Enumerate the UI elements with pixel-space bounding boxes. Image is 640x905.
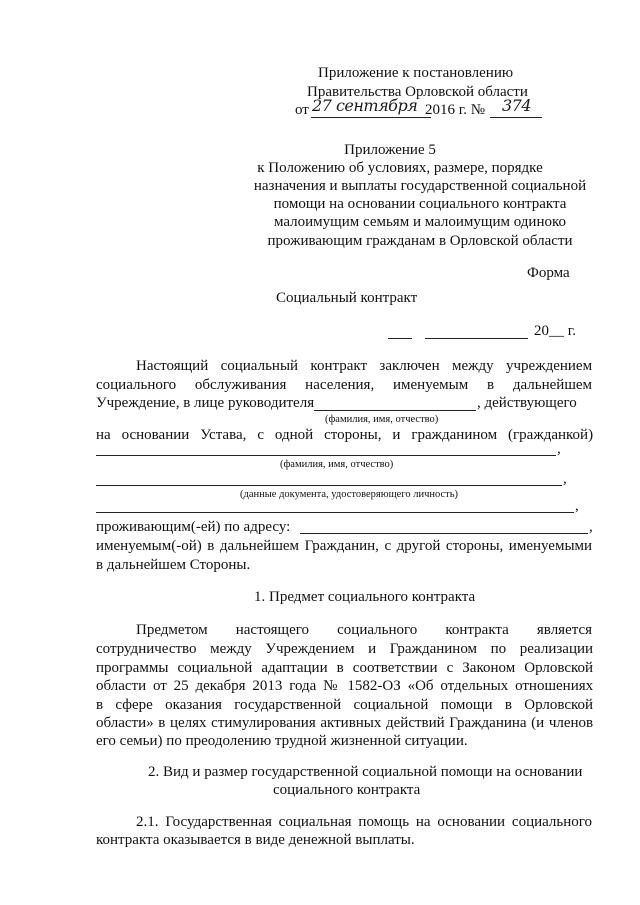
intro-line3-start: Учреждение, в лице руководителя bbox=[96, 395, 315, 411]
address-blank bbox=[300, 533, 588, 534]
appendix-line: к Положению об условиях, размере, порядке bbox=[257, 160, 543, 176]
appendix-line: назначения и выплаты государственной социальной bbox=[253, 178, 587, 194]
date-underline bbox=[311, 117, 431, 118]
document-title: Социальный контракт bbox=[276, 290, 418, 306]
comma: , bbox=[575, 498, 579, 514]
intro-line3-end: , действующего bbox=[477, 395, 577, 411]
number-underline bbox=[490, 117, 542, 118]
intro-line2: социального обслуживания населения, именуемым в дальнейшем bbox=[96, 377, 593, 393]
hint-citizen-name: (фамилия, имя, отчество) bbox=[280, 459, 394, 470]
section1-line3: программы социальной адаптации в соответствии с Законом Орловской bbox=[96, 660, 594, 676]
section1-line5: в сфере оказания государственной социальной помощи в Орловской bbox=[96, 697, 594, 713]
intro-named-line: именуемым(-ой) в дальнейшем Гражданин, с другой стороны, именуемыми bbox=[96, 538, 593, 554]
appendix-title: Приложение 5 bbox=[344, 142, 436, 158]
appendix-line: проживающим гражданам в Орловской области bbox=[267, 233, 573, 249]
section1-line2: сотрудничество между Учреждением и Гражданином по реализации bbox=[96, 641, 594, 657]
section1-line4: области от 25 декабря 2013 года № 1582-ОЗ «Об отдельных отношениях bbox=[96, 678, 594, 694]
section1-line1: Предметом настоящего социального контракта является bbox=[136, 622, 593, 638]
director-name-blank bbox=[314, 410, 476, 411]
header-line1: Приложение к постановлению bbox=[318, 65, 514, 81]
intro-line1: Настоящий социальный контракт заключен между учреждением bbox=[136, 358, 593, 374]
intro-last-line: в дальнейшем Стороны. bbox=[96, 557, 251, 573]
citizen-name-blank bbox=[96, 455, 556, 456]
section2-p1-line2: контракта оказывается в виде денежной выплаты. bbox=[96, 832, 415, 848]
handwritten-date: 27 сентября bbox=[312, 96, 418, 115]
hint-director-name: (фамилия, имя, отчество) bbox=[325, 414, 439, 425]
form-label: Форма bbox=[527, 265, 570, 281]
section1-line7: его семьи) по преодолению трудной жизненной ситуации. bbox=[96, 733, 468, 749]
blank-line bbox=[96, 512, 574, 513]
comma: , bbox=[557, 441, 561, 457]
section2-heading-line2: социального контракта bbox=[273, 782, 421, 798]
section2-p1-line1: 2.1. Государственная социальная помощь на основании социального bbox=[136, 814, 593, 830]
month-blank bbox=[425, 338, 528, 339]
hint-identity-document: (данные документа, удостоверяющего личность) bbox=[240, 489, 459, 500]
appendix-line: малоимущим семьям и малоимущим одиноко bbox=[273, 214, 567, 230]
header-from-prefix: от bbox=[295, 102, 309, 118]
intro-line4: на основании Устава, с одной стороны, и гражданином (гражданкой) bbox=[96, 427, 594, 443]
document-data-blank bbox=[96, 485, 562, 486]
appendix-line: помощи на основании социального контракта bbox=[273, 196, 567, 212]
section1-heading: 1. Предмет социального контракта bbox=[254, 589, 476, 605]
header-year-number: 2016 г. № bbox=[425, 102, 486, 118]
year-field: 20__ г. bbox=[534, 323, 576, 339]
comma: , bbox=[563, 471, 567, 487]
address-label: проживающим(-ей) по адресу: bbox=[96, 519, 291, 535]
header-line2: Правительства Орловской области bbox=[307, 84, 528, 100]
comma: , bbox=[589, 519, 593, 535]
section1-line6: области» в целях стимулирования активных действий Гражданина (и членов bbox=[96, 715, 594, 731]
day-blank bbox=[388, 338, 412, 339]
section2-heading-line1: 2. Вид и размер государственной социальной помощи на основании bbox=[148, 764, 583, 780]
handwritten-number: 374 bbox=[502, 96, 532, 115]
